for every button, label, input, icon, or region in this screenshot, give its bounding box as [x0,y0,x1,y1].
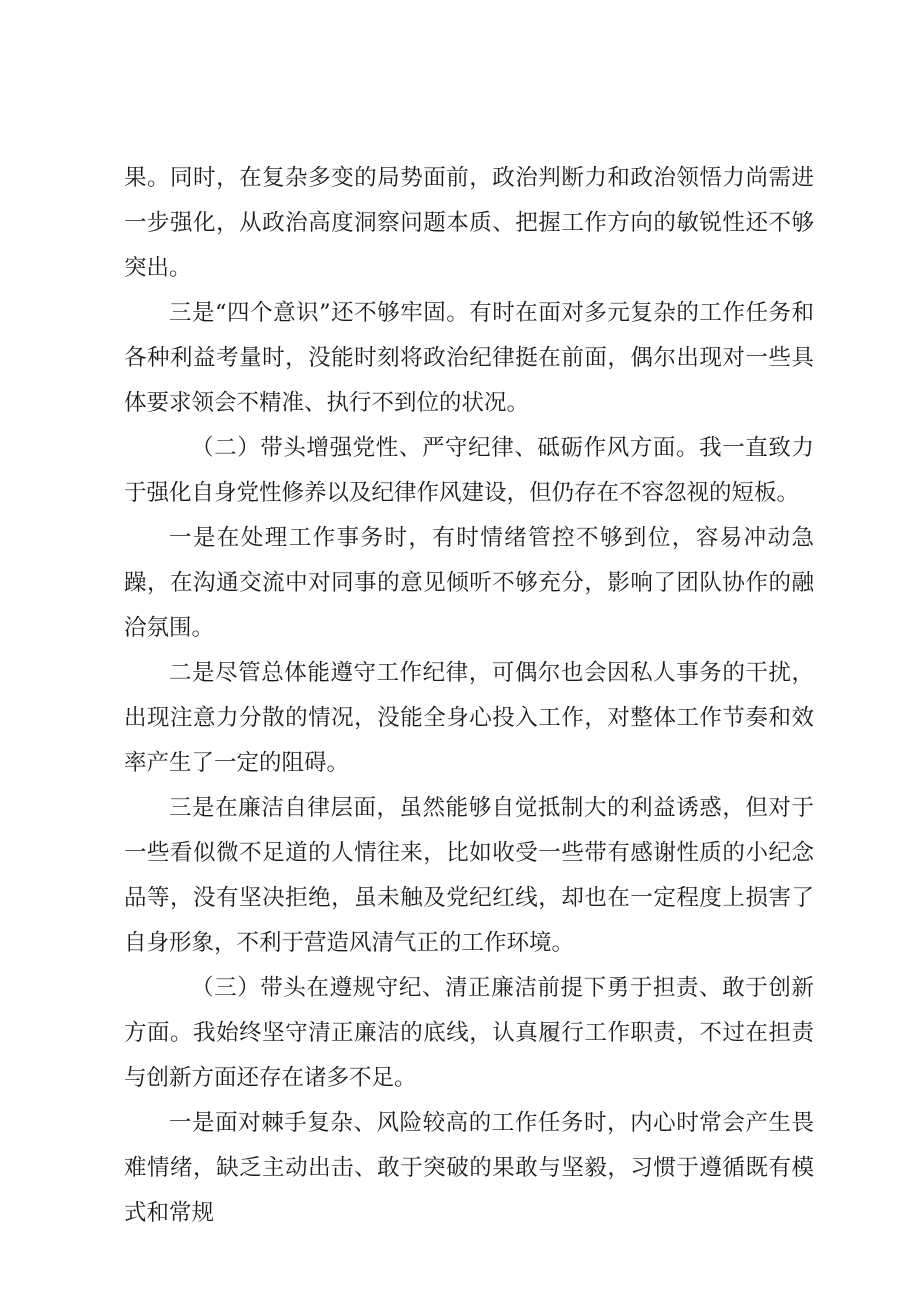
paragraph-responsibility: 一是面对棘手复杂、风险较高的工作任务时，内心时常会产生畏难情绪，缺乏主动出击、敢于突破的果敢与坚毅，习惯于遵循既有模式和常规 [124,1110,814,1226]
document-body [124,156,814,1236]
paragraph-four-consciousness: 三是“四个意识”还不够牢固。有时在面对多元复杂的工作任务和各种利益考量时，没能时刻将政治纪律挺在前面，偶尔出现对一些具体要求领会不精准、执行不到位的状况。 [124,300,814,416]
paragraph-continuation: 果。同时，在复杂多变的局势面前，政治判断力和政治领悟力尚需进一步强化，从政治高度洞察问题本质、把握工作方向的敏锐性还不够突出。 [124,165,814,281]
section-heading-2: （二）带头增强党性、严守纪律、砥砺作风方面。我一直致力于强化自身党性修养以及纪律作风建设，但仍存在不容忽视的短板。 [124,435,814,506]
paragraph-integrity: 三是在廉洁自律层面，虽然能够自觉抵制大的利益诱惑，但对于一些看似微不足道的人情往来，比如收受一些带有感谢性质的小纪念品等，没有坚决拒绝，虽未触及党纪红线，却也在一定程度上损害了自身形象，不利于营造风清气正的工作环境。 [124,795,814,956]
paragraph-emotion-control: 一是在处理工作事务时，有时情绪管控不够到位，容易冲动急躁，在沟通交流中对同事的意见倾听不够充分，影响了团队协作的融洽氛围。 [124,525,814,641]
section-heading-3: （三）带头在遵规守纪、清正廉洁前提下勇于担责、敢于创新方面。我始终坚守清正廉洁的底线，认真履行工作职责，不过在担责与创新方面还存在诸多不足。 [124,975,814,1091]
paragraph-work-discipline: 二是尽管总体能遵守工作纪律，可偶尔也会因私人事务的干扰，出现注意力分散的情况，没能全身心投入工作，对整体工作节奏和效率产生了一定的阻碍。 [124,660,814,776]
